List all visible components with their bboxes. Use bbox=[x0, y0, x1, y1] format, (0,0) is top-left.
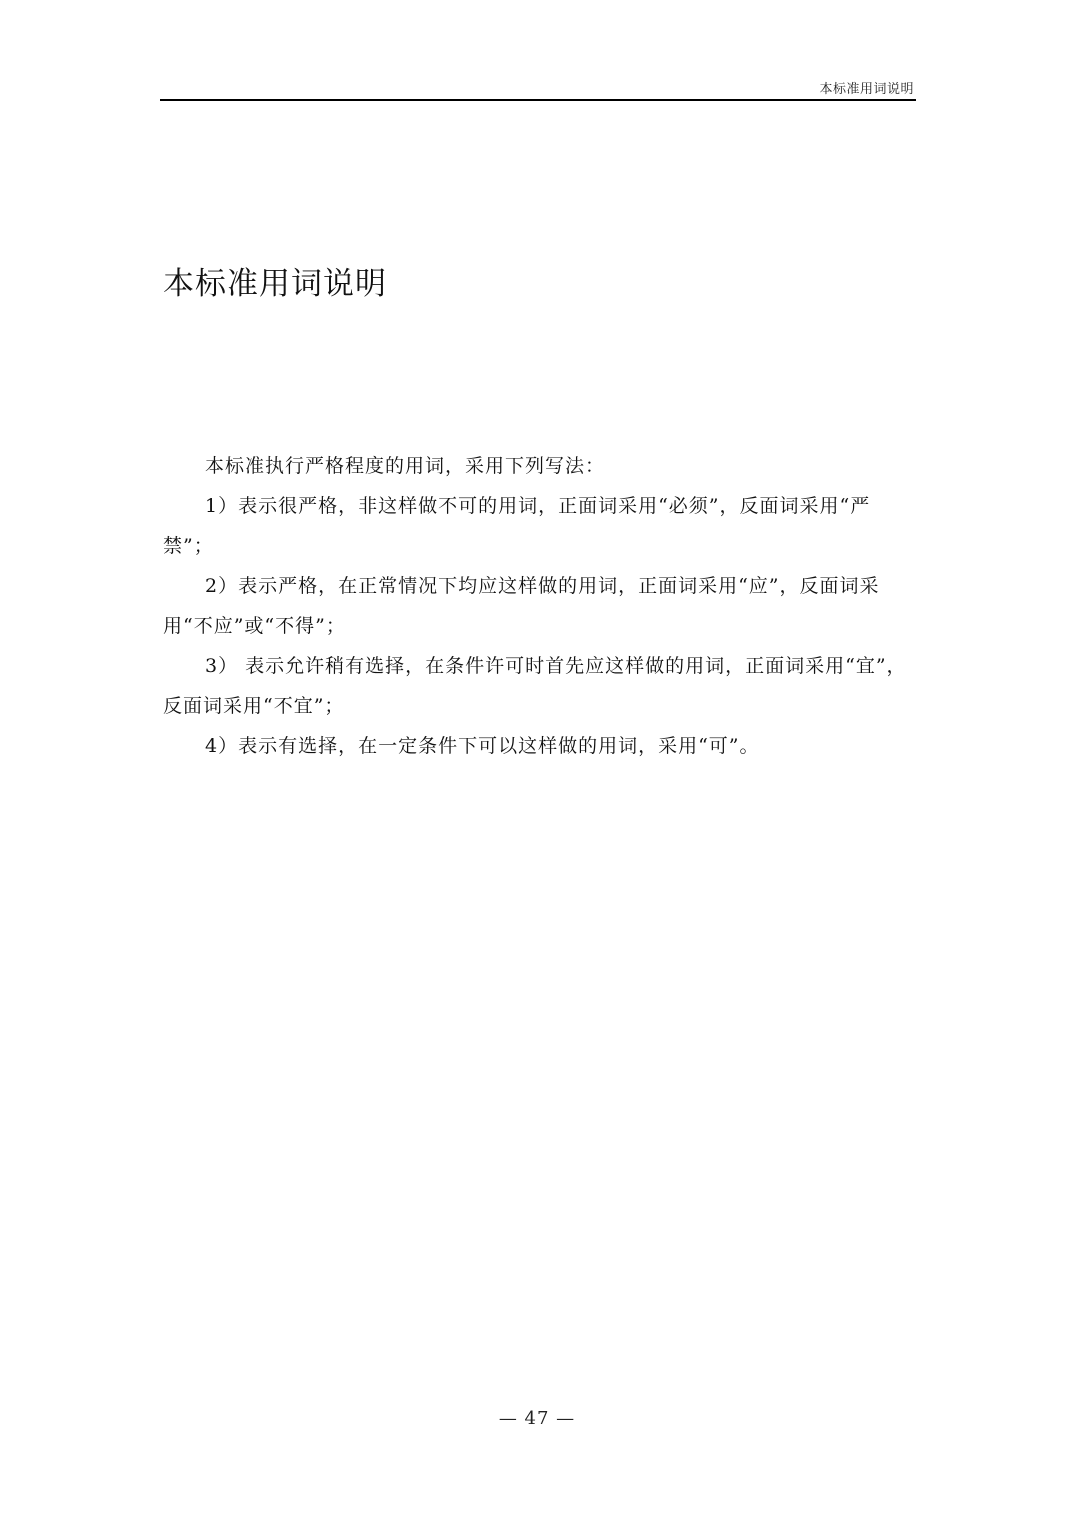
rule-item-2: 2）表示严格，在正常情况下均应这样做的用词，正面词采用“应”，反面词采用“不应”或“不得”； bbox=[163, 575, 880, 637]
intro-paragraph: 本标准执行严格程度的用词，采用下列写法： bbox=[205, 455, 606, 477]
rule-item-1: 1）表示很严格，非这样做不可的用词，正面词采用“必须”，反面词采用“严禁”； bbox=[163, 495, 871, 557]
page-number: — 47 — bbox=[498, 1408, 576, 1429]
rule-item-3: 3） 表示允许稍有选择，在条件许可时首先应这样做的用词，正面词采用“宜”，反面词采用“不宜”； bbox=[163, 655, 907, 717]
running-header: 本标准用词说明 bbox=[819, 82, 914, 97]
page-title: 本标准用词说明 bbox=[163, 266, 387, 302]
body-text bbox=[163, 446, 915, 766]
rule-item-4: 4）表示有选择，在一定条件下可以这样做的用词，采用“可”。 bbox=[205, 735, 760, 757]
header-divider bbox=[160, 99, 916, 101]
